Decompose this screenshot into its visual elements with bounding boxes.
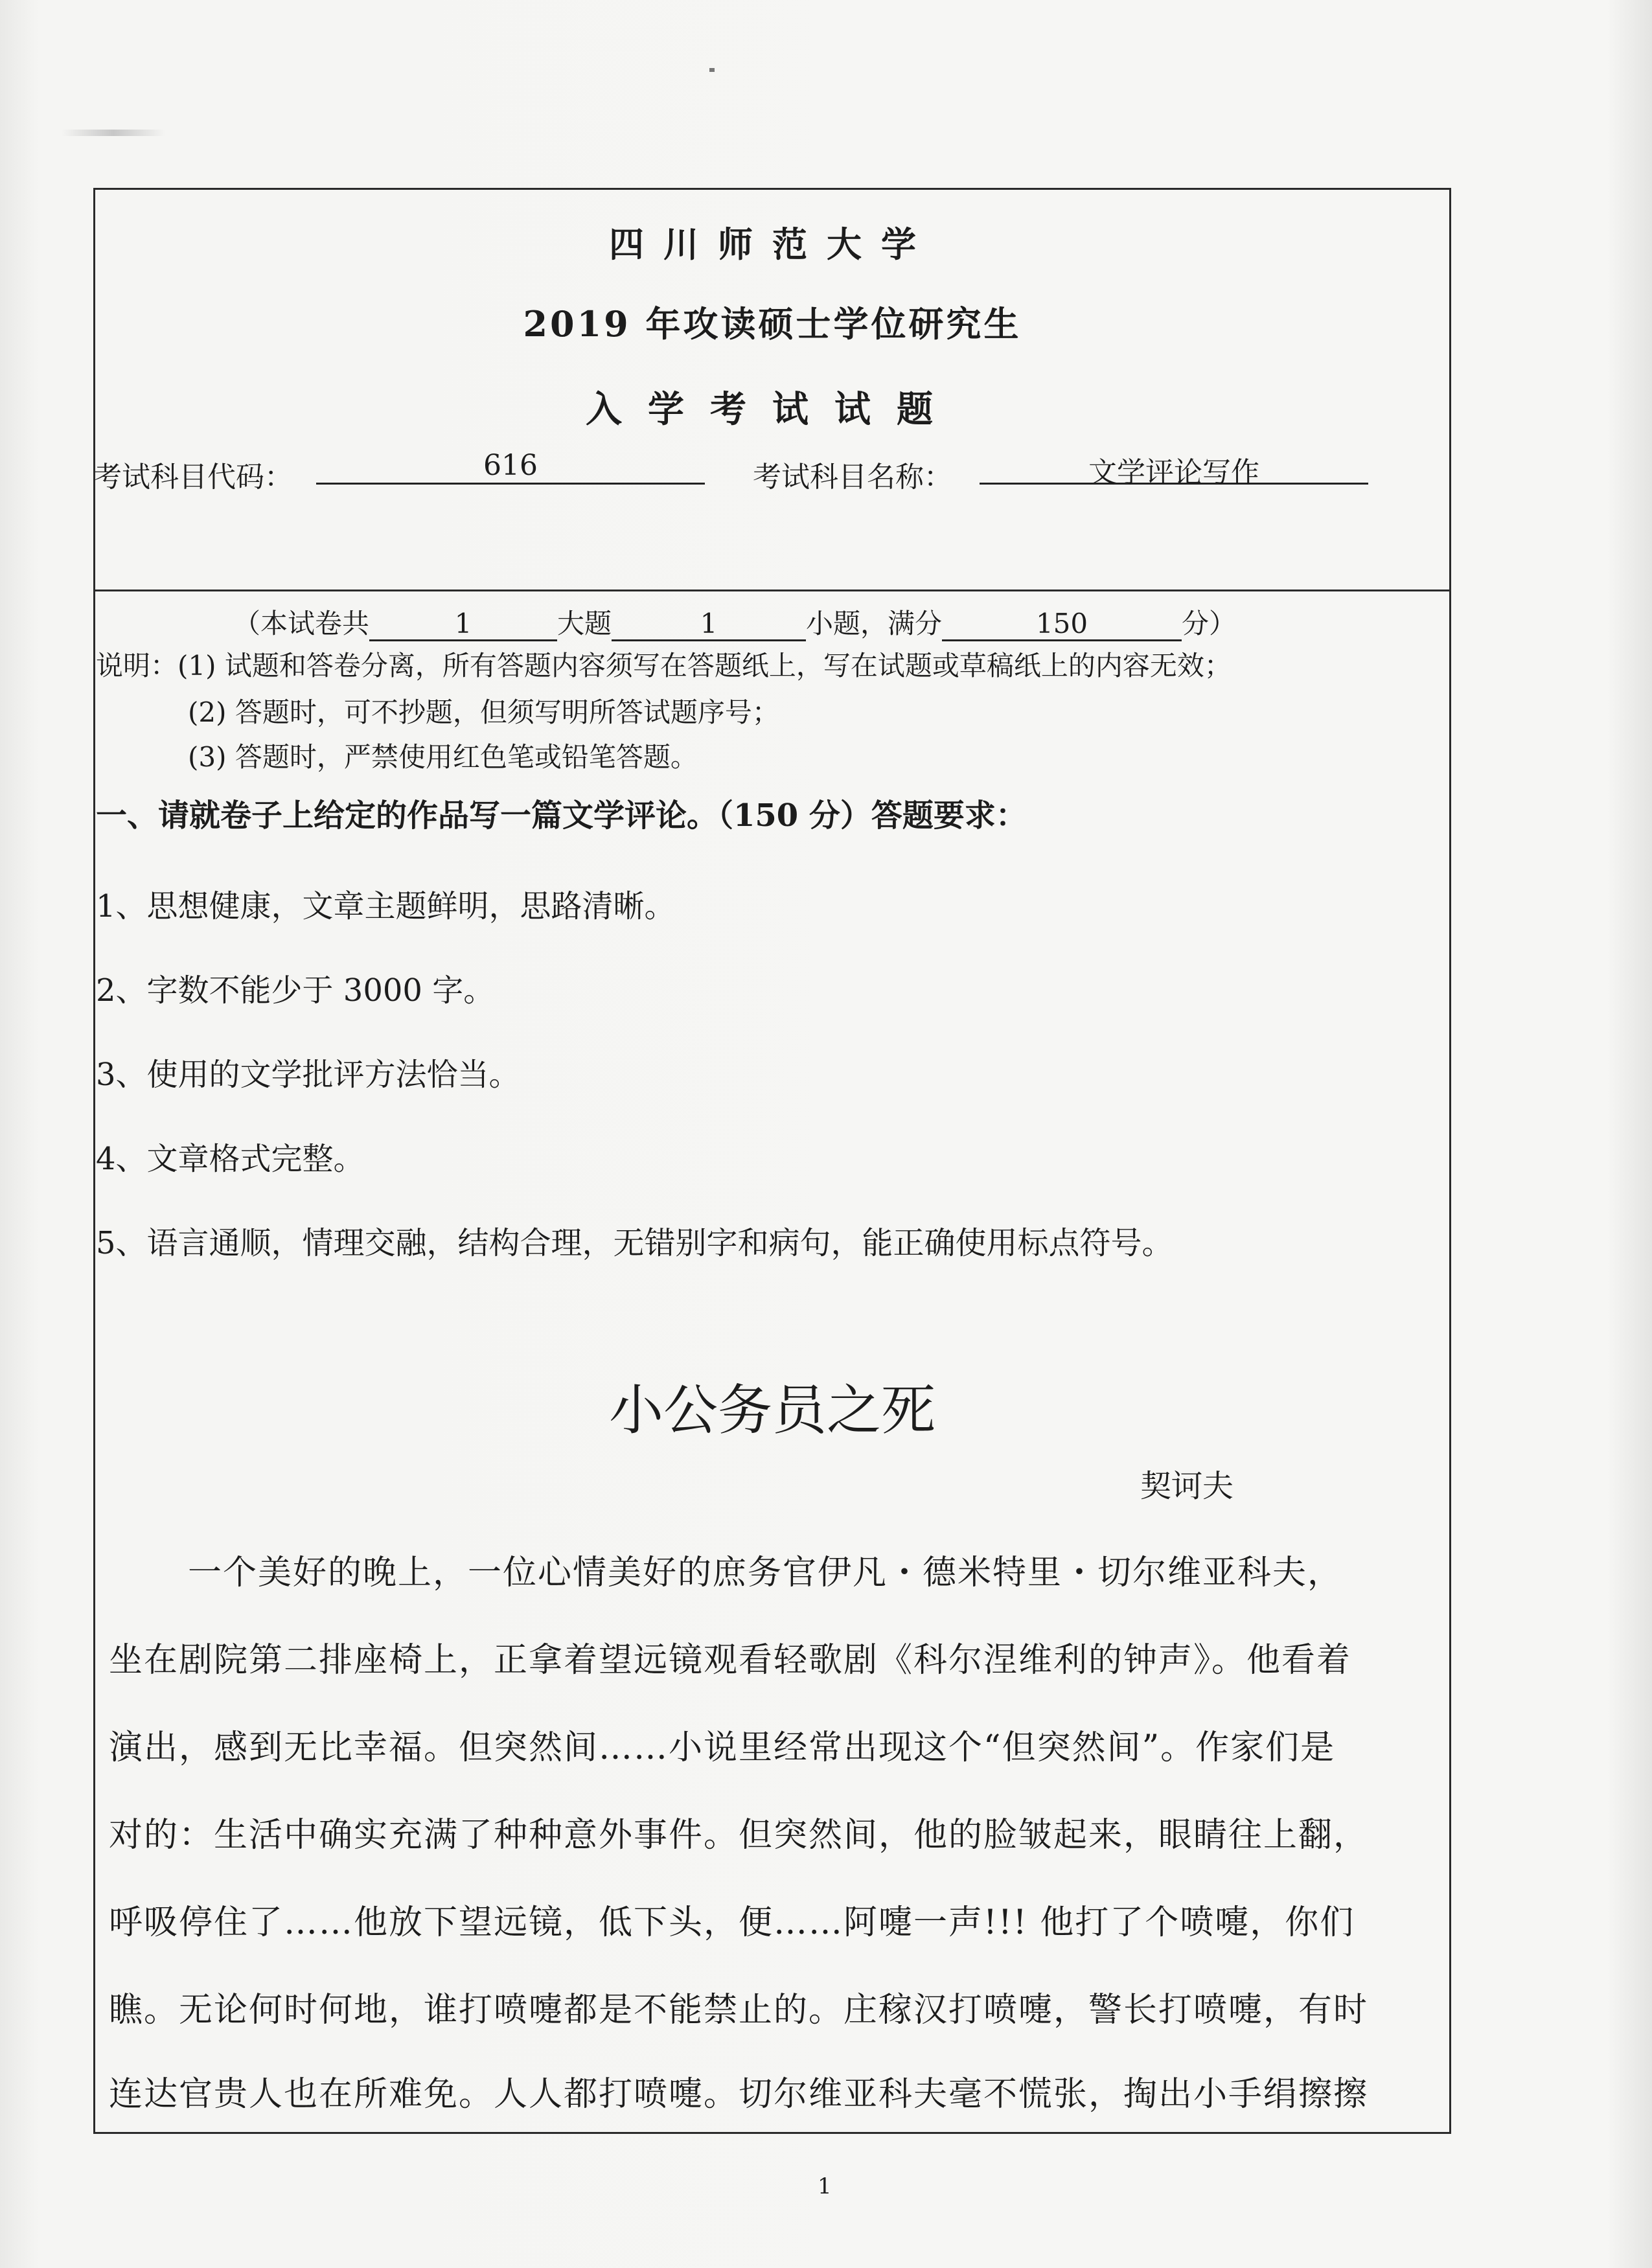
subject-name-label: 考试科目名称： [753,461,952,494]
requirement-2: 2、字数不能少于 3000 字。 [96,972,495,1009]
story-line: 对的：生活中确实充满了种种意外事件。但突然间，他的脸皱起来，眼睛往上翻， [109,1816,1369,1855]
scan-artifact [62,130,165,136]
page-number: 1 [818,2173,832,2199]
subject-name-value: 文学评论写作 [980,449,1368,485]
score-prefix: （本试卷共 [233,608,370,639]
story-line: 一个美好的晚上，一位心情美好的庶务官伊凡・德米特里・切尔维亚科夫， [188,1553,1343,1592]
subject-code-label: 考试科目代码： [93,461,293,494]
requirement-4: 4、文章格式完整。 [96,1141,365,1177]
subject-code-value: 616 [316,449,705,485]
story-line: 演出，感到无比幸福。但突然间……小说里经常出现这个“但突然间”。作家们是 [109,1728,1336,1767]
header-divider [93,590,1451,591]
story-line: 瞧。无论何时何地，谁打喷嚏都是不能禁止的。庄稼汉打喷嚏，警长打喷嚏，有时 [109,1991,1369,2030]
requirement-5: 5、语言通顺，情理交融，结构合理，无错别字和病句，能正确使用标点符号。 [96,1225,1173,1261]
story-line: 呼吸停住了……他放下望远镜，低下头，便……阿嚏一声!!! 他打了个喷嚏，你们 [109,1903,1355,1942]
exam-title: 入学考试试题 [586,388,959,431]
instruction-3: (3) 答题时，严禁使用红色笔或铅笔答题。 [188,741,698,773]
major-label: 大题 [557,608,612,639]
story-line: 坐在剧院第二排座椅上，正拿着望远镜观看轻歌剧《科尔涅维利的钟声》。他看着 [109,1641,1352,1680]
instruction-2: (2) 答题时，可不抄题，但须写明所答试题序号； [188,696,779,728]
story-author: 契诃夫 [1140,1468,1234,1504]
requirement-1: 1、思想健康，文章主题鲜明，思路清晰。 [96,888,676,924]
story-title: 小公务员之死 [608,1379,935,1442]
total-score: 150 [942,608,1182,641]
score-info [233,602,1236,641]
scan-artifact-dot [709,68,715,72]
instruction-1: 说明：(1) 试题和答卷分离，所有答题内容须写在答题纸上，写在试题或草稿纸上的内容无效； [96,650,1232,682]
university-name: 四川师范大学 [609,223,935,265]
minor-label: 小题，满分 [806,608,943,639]
score-suffix: 分） [1182,608,1237,639]
year-line: 2019 年攻读硕士学位研究生 [523,303,1022,345]
story-line: 连达官贵人也在所难免。人人都打喷嚏。切尔维亚科夫毫不慌张，掏出小手绢擦擦 [109,2075,1369,2114]
major-count: 1 [369,608,557,641]
requirement-3: 3、使用的文学批评方法恰当。 [96,1057,520,1093]
question-heading: 一、请就卷子上给定的作品写一篇文学评论。（150 分）答题要求： [96,797,1027,834]
minor-count: 1 [612,608,806,641]
